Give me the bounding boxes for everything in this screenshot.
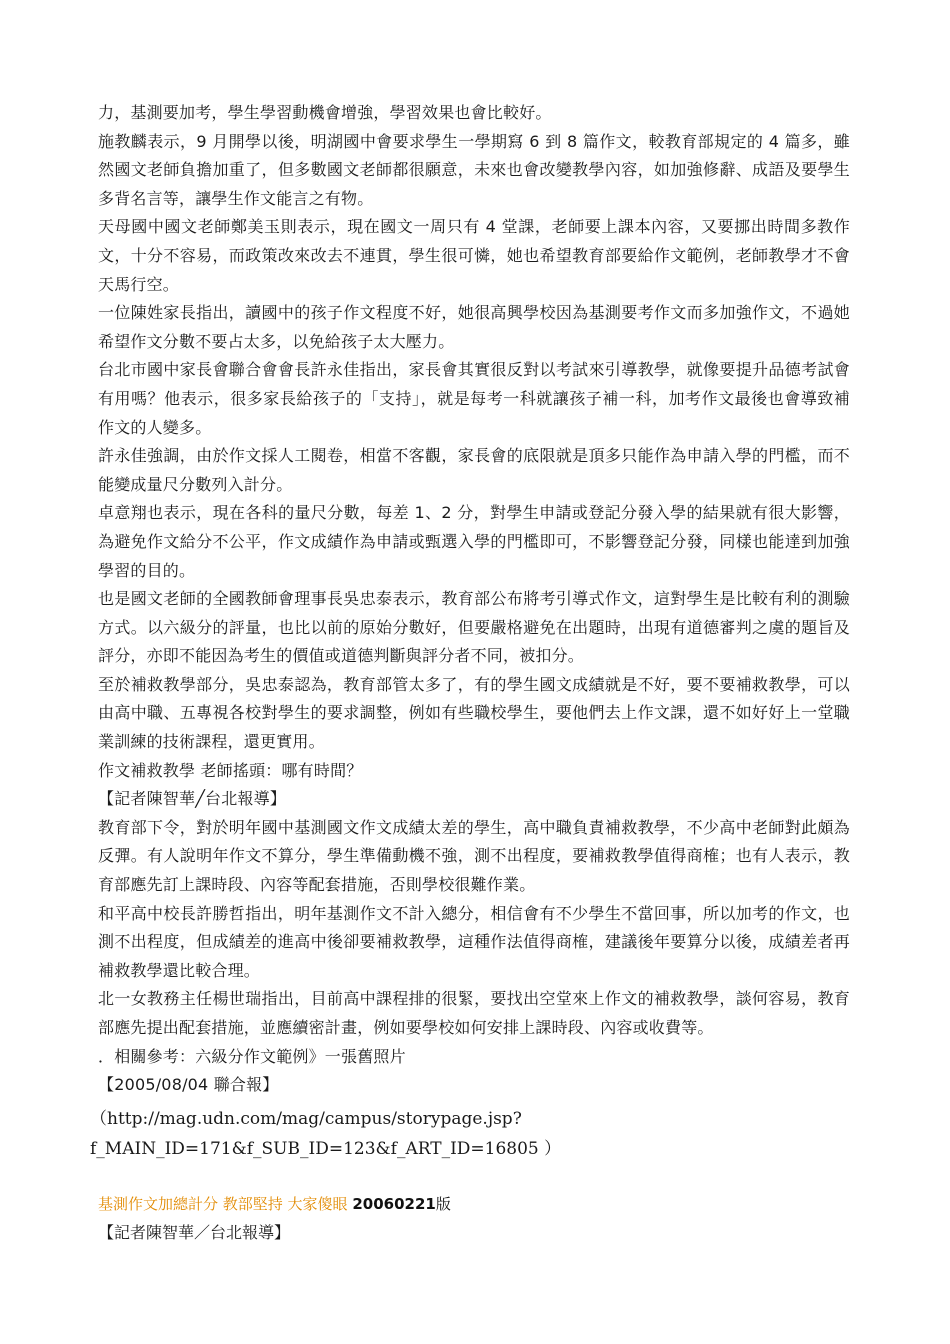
article-paragraph: 和平高中校長許勝哲指出，明年基測作文不計入總分，相信會有不少學生不當回事，所以加考的作文，也測不出程度，但成績差的進高中後卻要補救教學，這種作法值得商榷，建議後年要算分以後，成績差者再補救教學還比較合理。 xyxy=(98,903,850,980)
related-reference: ．相關參考：六級分作文範例》一張舊照片 xyxy=(98,1046,406,1066)
article-paragraph: 一位陳姓家長指出，讀國中的孩子作文程度不好，她很高興學校因為基測要考作文而多加強作文，不過她希望作文分數不要占太多，以免給孩子太大壓力。 xyxy=(98,303,850,351)
article-paragraph: 教育部下令，對於明年國中基測國文作文成績太差的學生，高中職負責補救教學，不少高中老師對此頗為反彈。有人說明年作文不算分，學生準備動機不強，測不出程度，要補救教學值得商榷；也有人表示，教育部應先訂上課時段、內容等配套措施，否則學校很難作業。 xyxy=(98,817,850,895)
url-text-1: http://mag.udn.com/mag/campus/storypage.jsp? xyxy=(107,1109,522,1129)
article-paragraph: 也是國文老師的全國教師會理事長吳忠泰表示，教育部公布將考引導式作文，這對學生是比較有利的測驗方式。以六級分的評量，也比以前的原始分數好，但要嚴格避免在出題時，出現有道德審判之虞的題旨及評分，亦即不能因為考生的價值或道德判斷與評分者不同，被扣分。 xyxy=(98,589,850,666)
next-article-headline[interactable] xyxy=(98,1191,451,1217)
source-date: 【2005/08/04 聯合報】 xyxy=(98,1075,279,1095)
url-close-paren: ） xyxy=(544,1139,562,1159)
article-paragraph: 施教麟表示，9 月開學以後，明湖國中會要求學生一學期寫 6 到 8 篇作文，較教育部規定的 4 篇多，雖然國文老師負擔加重了，但多數國文老師都很願意，未來也會改變教學內容，如加強修辭、成語及要學生多背名言等，讓學生作文能言之有物。 xyxy=(98,131,850,208)
article-body xyxy=(98,99,850,1100)
article-paragraph: 台北市國中家長會聯合會會長許永佳指出，家長會其實很反對以考試來引導教學，就像要提升品德考試會有用嗎？他表示，很多家長給孩子的「支持」，就是每考一科就讓孩子補一科，加考作文最後也會導致補作文的人變多。 xyxy=(98,360,850,437)
next-article-byline: 【記者陳智華／台北報導】 xyxy=(98,1223,291,1242)
source-url[interactable] xyxy=(90,1104,850,1164)
article-paragraph: 力，基測要加考，學生學習動機會增強，學習效果也會比較好。 xyxy=(98,103,552,122)
reporter-byline: 【記者陳智華╱台北報導】 xyxy=(98,789,287,809)
headline-suffix: 版 xyxy=(435,1195,451,1213)
headline-date: 20060221 xyxy=(352,1195,436,1213)
url-open-paren: （ xyxy=(90,1109,107,1129)
article-paragraph: 至於補救教學部分，吳忠泰認為，教育部管太多了，有的學生國文成績就是不好，要不要補救教學，可以由高中職、五專視各校對學生的要求調整，例如有些職校學生，要他們去上作文課，還不如好好上一堂職業訓練的技術課程，還更實用。 xyxy=(98,674,850,752)
source-url-line-1 xyxy=(90,1104,850,1134)
url-text-2: f_MAIN_ID=171&f_SUB_ID=123&f_ART_ID=16805 xyxy=(90,1139,539,1159)
source-url-line-2 xyxy=(90,1134,850,1164)
headline-text: 基測作文加總計分 教部堅持 大家傻眼 xyxy=(98,1195,348,1213)
article-paragraph: 卓意翔也表示，現在各科的量尺分數，每差 1、2 分，對學生申請或登記分發入學的結果就有很大影響，為避免作文給分不公平，作文成績作為申請或甄選入學的門檻即可，不影響登記分發，同樣也能達到加強學習的目的。 xyxy=(98,503,850,580)
article-paragraph: 許永佳強調，由於作文採人工閱卷，相當不客觀，家長會的底限就是頂多只能作為申請入學的門檻，而不能變成量尺分數列入計分。 xyxy=(98,446,850,494)
subheading: 作文補救教學 老師搖頭：哪有時間？ xyxy=(98,760,363,780)
article-paragraph: 天母國中國文老師鄭美玉則表示，現在國文一周只有 4 堂課，老師要上課本內容，又要挪出時間多教作文，十分不容易，而政策改來改去不連貫，學生很可憐，她也希望教育部要給作文範例，老師教學才不會天馬行空。 xyxy=(98,217,850,294)
article-paragraph: 北一女教務主任楊世瑞指出，目前高中課程排的很緊，要找出空堂來上作文的補救教學，談何容易，教育部應先提出配套措施，並應續密計畫，例如要學校如何安排上課時段、內容或收費等。 xyxy=(98,989,850,1037)
